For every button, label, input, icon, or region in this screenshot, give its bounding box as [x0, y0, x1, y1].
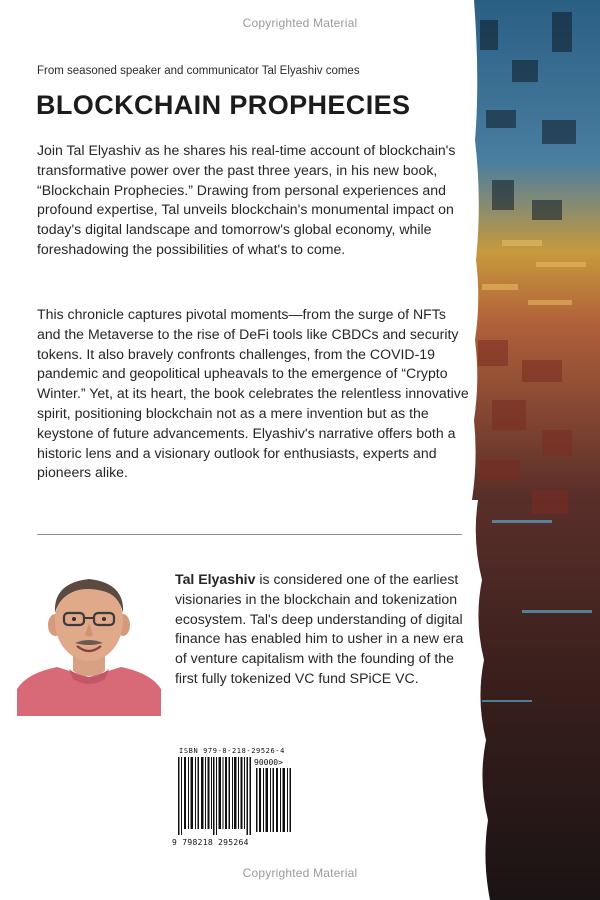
addon-barcode-icon — [256, 768, 292, 832]
watermark-bottom: Copyrighted Material — [242, 866, 358, 880]
description-paragraph-1: Join Tal Elyashiv as he shares his real-time account of blockchain's transformative power over the past three years, in his new book, “Blockchain Prophecies.” Drawing from personal experiences and profound expertise, Tal unveils blockchain's monumental impact on today's digital landscape and tomorrow's global economy, while foreshadowing the possibilities of what's to come. — [37, 142, 456, 257]
description-paragraph-2: This chronicle captures pivotal moments—from the surge of NFTs and the Metaverse to the rise of DeFi tools like CBDCs and security tokens. It also bravely confronts challenges, from the COVID-19 pandemic and geopolitical upheavals to the emergence of “Crypto Winter.” Yet, at its heart, the book celebrates the relentless innovative spirit, positioning blockchain not as a mere invention but as the keystone of future advancements. Elyashiv's narrative offers both a historic lens and a visionary outlook for enthusiasts, experts and pioneers alike. — [37, 306, 469, 481]
book-title: BLOCKCHAIN PROPHECIES — [36, 90, 411, 120]
isbn-label: ISBN 979-8-218-29526-4 — [179, 747, 285, 755]
price-code: 90000> — [254, 758, 283, 767]
barcode-digits: 9 798218 295264 — [172, 838, 249, 847]
author-bio — [175, 570, 465, 689]
watermark-top: Copyrighted Material — [242, 16, 358, 30]
section-divider — [37, 534, 462, 535]
barcode-bars-icon — [178, 757, 252, 835]
author-portrait-icon — [17, 561, 161, 716]
abstract-digital-art-icon — [472, 0, 600, 900]
tagline: From seasoned speaker and communicator Tal Elyashiv comes — [37, 65, 360, 77]
author-name: Tal Elyashiv — [175, 571, 256, 587]
author-bio-text: is considered one of the earliest visionaries in the blockchain and tokenization ecosystem. Tal's deep understanding of digital finance has enabled him to usher in a new era of venture capitalism with the founding of the first fully tokenized VC fund SPiCE VC. — [175, 571, 464, 686]
